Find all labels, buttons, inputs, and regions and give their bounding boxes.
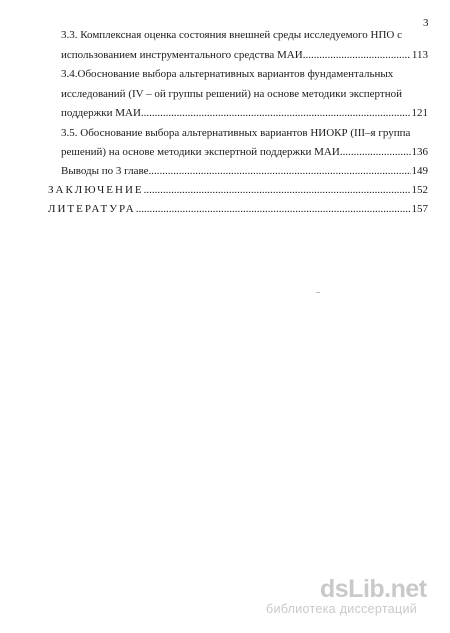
toc-entry-3-3-line-1: 3.3. Комплексная оценка состояния внешней среды исследуемого НПО с: [61, 29, 402, 41]
watermark-tagline: библиотека диссертаций: [266, 602, 418, 616]
toc-page-number: 113: [411, 49, 428, 61]
toc-page-number: 152: [411, 184, 428, 196]
toc-leader-dots: [136, 202, 411, 216]
scan-mark: [316, 292, 320, 293]
toc-leader-dots: [149, 164, 411, 178]
toc-entry-label: поддержки МАИ: [61, 107, 141, 119]
toc-page-number: 149: [411, 165, 428, 177]
toc-leader-dots: [141, 106, 411, 120]
toc-entry-label: Выводы по 3 главе: [61, 165, 149, 177]
toc-entry-3-5-line-2: [61, 145, 428, 159]
toc-entry-label: решений) на основе методики экспертной поддержки МАИ: [61, 146, 340, 158]
toc-leader-dots: [305, 48, 410, 62]
toc-entry-label: использованием инструментального средства МАИ.: [61, 49, 306, 61]
watermark: [266, 575, 438, 617]
toc-page-number: 121: [411, 107, 428, 119]
toc-leader-dots: [144, 183, 411, 197]
toc-entry-3-4-line-3: [61, 106, 428, 120]
toc-entry-label: ЛИТЕРАТУРА: [48, 203, 136, 215]
toc-entry-chapter-3-conclusions: [61, 164, 428, 178]
toc-entry-3-3-line-2: [61, 48, 428, 62]
toc-entry-3-4-line-1: 3.4.Обоснование выбора альтернативных вариантов фундаментальных: [61, 68, 394, 80]
page-number: 3: [423, 17, 429, 29]
toc-entry-3-5-line-1: 3.5. Обоснование выбора альтернативных вариантов НИОКР (III–я группа: [61, 127, 411, 139]
toc-page-number: 136: [411, 146, 428, 158]
watermark-logo: dsLib.net: [320, 575, 427, 603]
toc-entry-3-4-line-2: исследований (IV – ой группы решений) на основе методики экспертной: [61, 88, 402, 100]
toc-leader-dots: [340, 145, 411, 159]
toc-entry-conclusion: [48, 183, 428, 197]
toc-page-number: 157: [411, 203, 428, 215]
toc-entry-label: ЗАКЛЮЧЕНИЕ: [48, 184, 144, 196]
toc-entry-literature: [48, 202, 428, 216]
